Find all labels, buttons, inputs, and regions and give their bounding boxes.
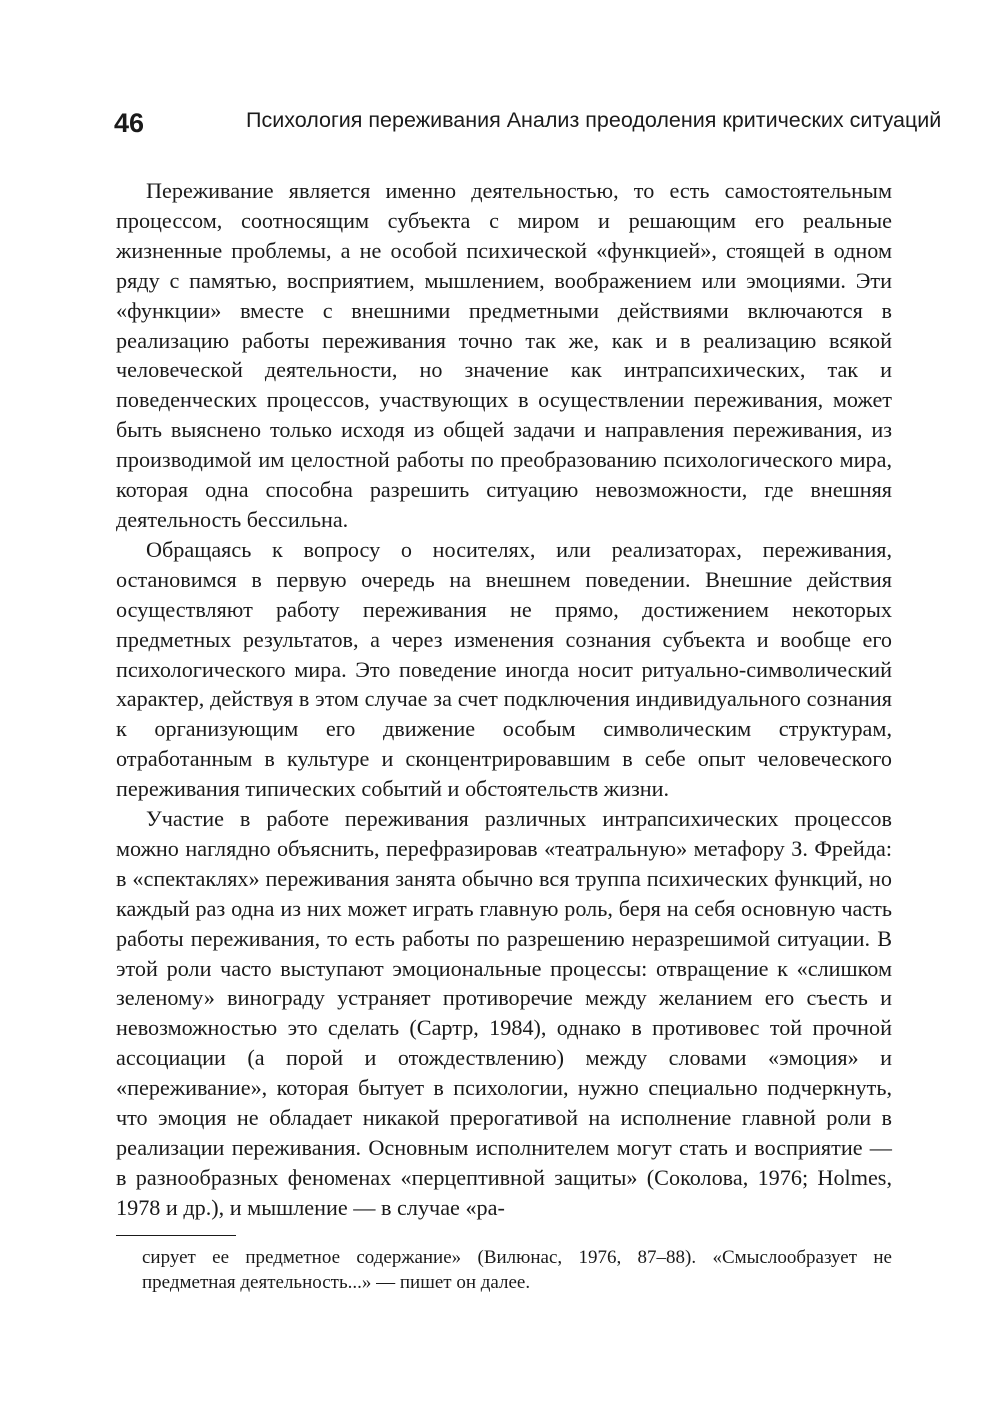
footnote-divider — [116, 1235, 236, 1236]
page-number: 46 — [114, 108, 145, 138]
footnote: сирует ее предметное содержание» (Вилюнас, 1976, 87–88). «Смыслообразует не предметная деятельность...» — пишет он далее. — [142, 1247, 892, 1293]
running-title: Психология переживания Анализ преодоления критических ситуаций — [246, 108, 942, 132]
body-text — [116, 176, 892, 1223]
paragraph: Обращаясь к вопросу о носителях, или реализаторах, переживания, остановимся в первую очередь на внешнем поведении. Внешние действия осуществляют работу переживания не прямо, достижением некоторых предметных результатов, а через изменения сознания субъекта и вообще его психологического мира. Это поведение иногда носит ритуально-символический характер, действуя в этом случае за счет подключения индивидуального сознания к организующим его движение особым символическим структурам, отработанным в культуре и сконцентрировавшим в себе опыт человеческого переживания типических событий и обстоятельств жизни. — [116, 536, 892, 802]
paragraph: Переживание является именно деятельностью, то есть самостоятельным процессом, соотносящим субъекта с миром и решающим его реальные жизненные проблемы, а не особой психической «функцией», стоящей в одном ряду с памятью, восприятием, мышлением, воображением или эмоциями. Эти «функции» вместе с внешними предметными действиями включаются в реализацию работы переживания точно так же, как и в реализацию всякой человеческой деятельности, но значение как интрапсихических, так и поведенческих процессов, участвующих в осуществлении переживания, может быть выяснено только исходя из общей задачи и направления переживания, из производимой им целостной работы по преобразованию психологического мира, которая одна способна разрешить ситуацию невозможности, где внешняя деятельность бессильна. — [116, 178, 892, 532]
paragraph: Участие в работе переживания различных интрапсихических процессов можно наглядно объяснить, перефразировав «театральную» метафору З. Фрейда: в «спектаклях» переживания занята обычно вся труппа психических функций, но каждый раз одна из них может играть главную роль, беря на себя основную часть работы переживания, то есть работы по разрешению неразрешимой ситуации. В этой роли часто выступают эмоциональные процессы: отвращение к «слишком зеленому» винограду устраняет противоречие между желанием его съесть и невозможностью это сделать (Сартр, 1984), однако в противовес той прочной ассоциации (а порой и отождествлению) между словами «эмоция» и «переживание», которая бытует в психологии, нужно специально подчеркнуть, что эмоция не обладает никакой прерогативой на исполнение главной роли в реализации переживания. Основным исполнителем могут стать и восприятие — в разнообразных феноменах «перцептивной защиты» (Соколова, 1976; Holmes, 1978 и др.), и мышление — в случае «ра- — [116, 806, 892, 1220]
